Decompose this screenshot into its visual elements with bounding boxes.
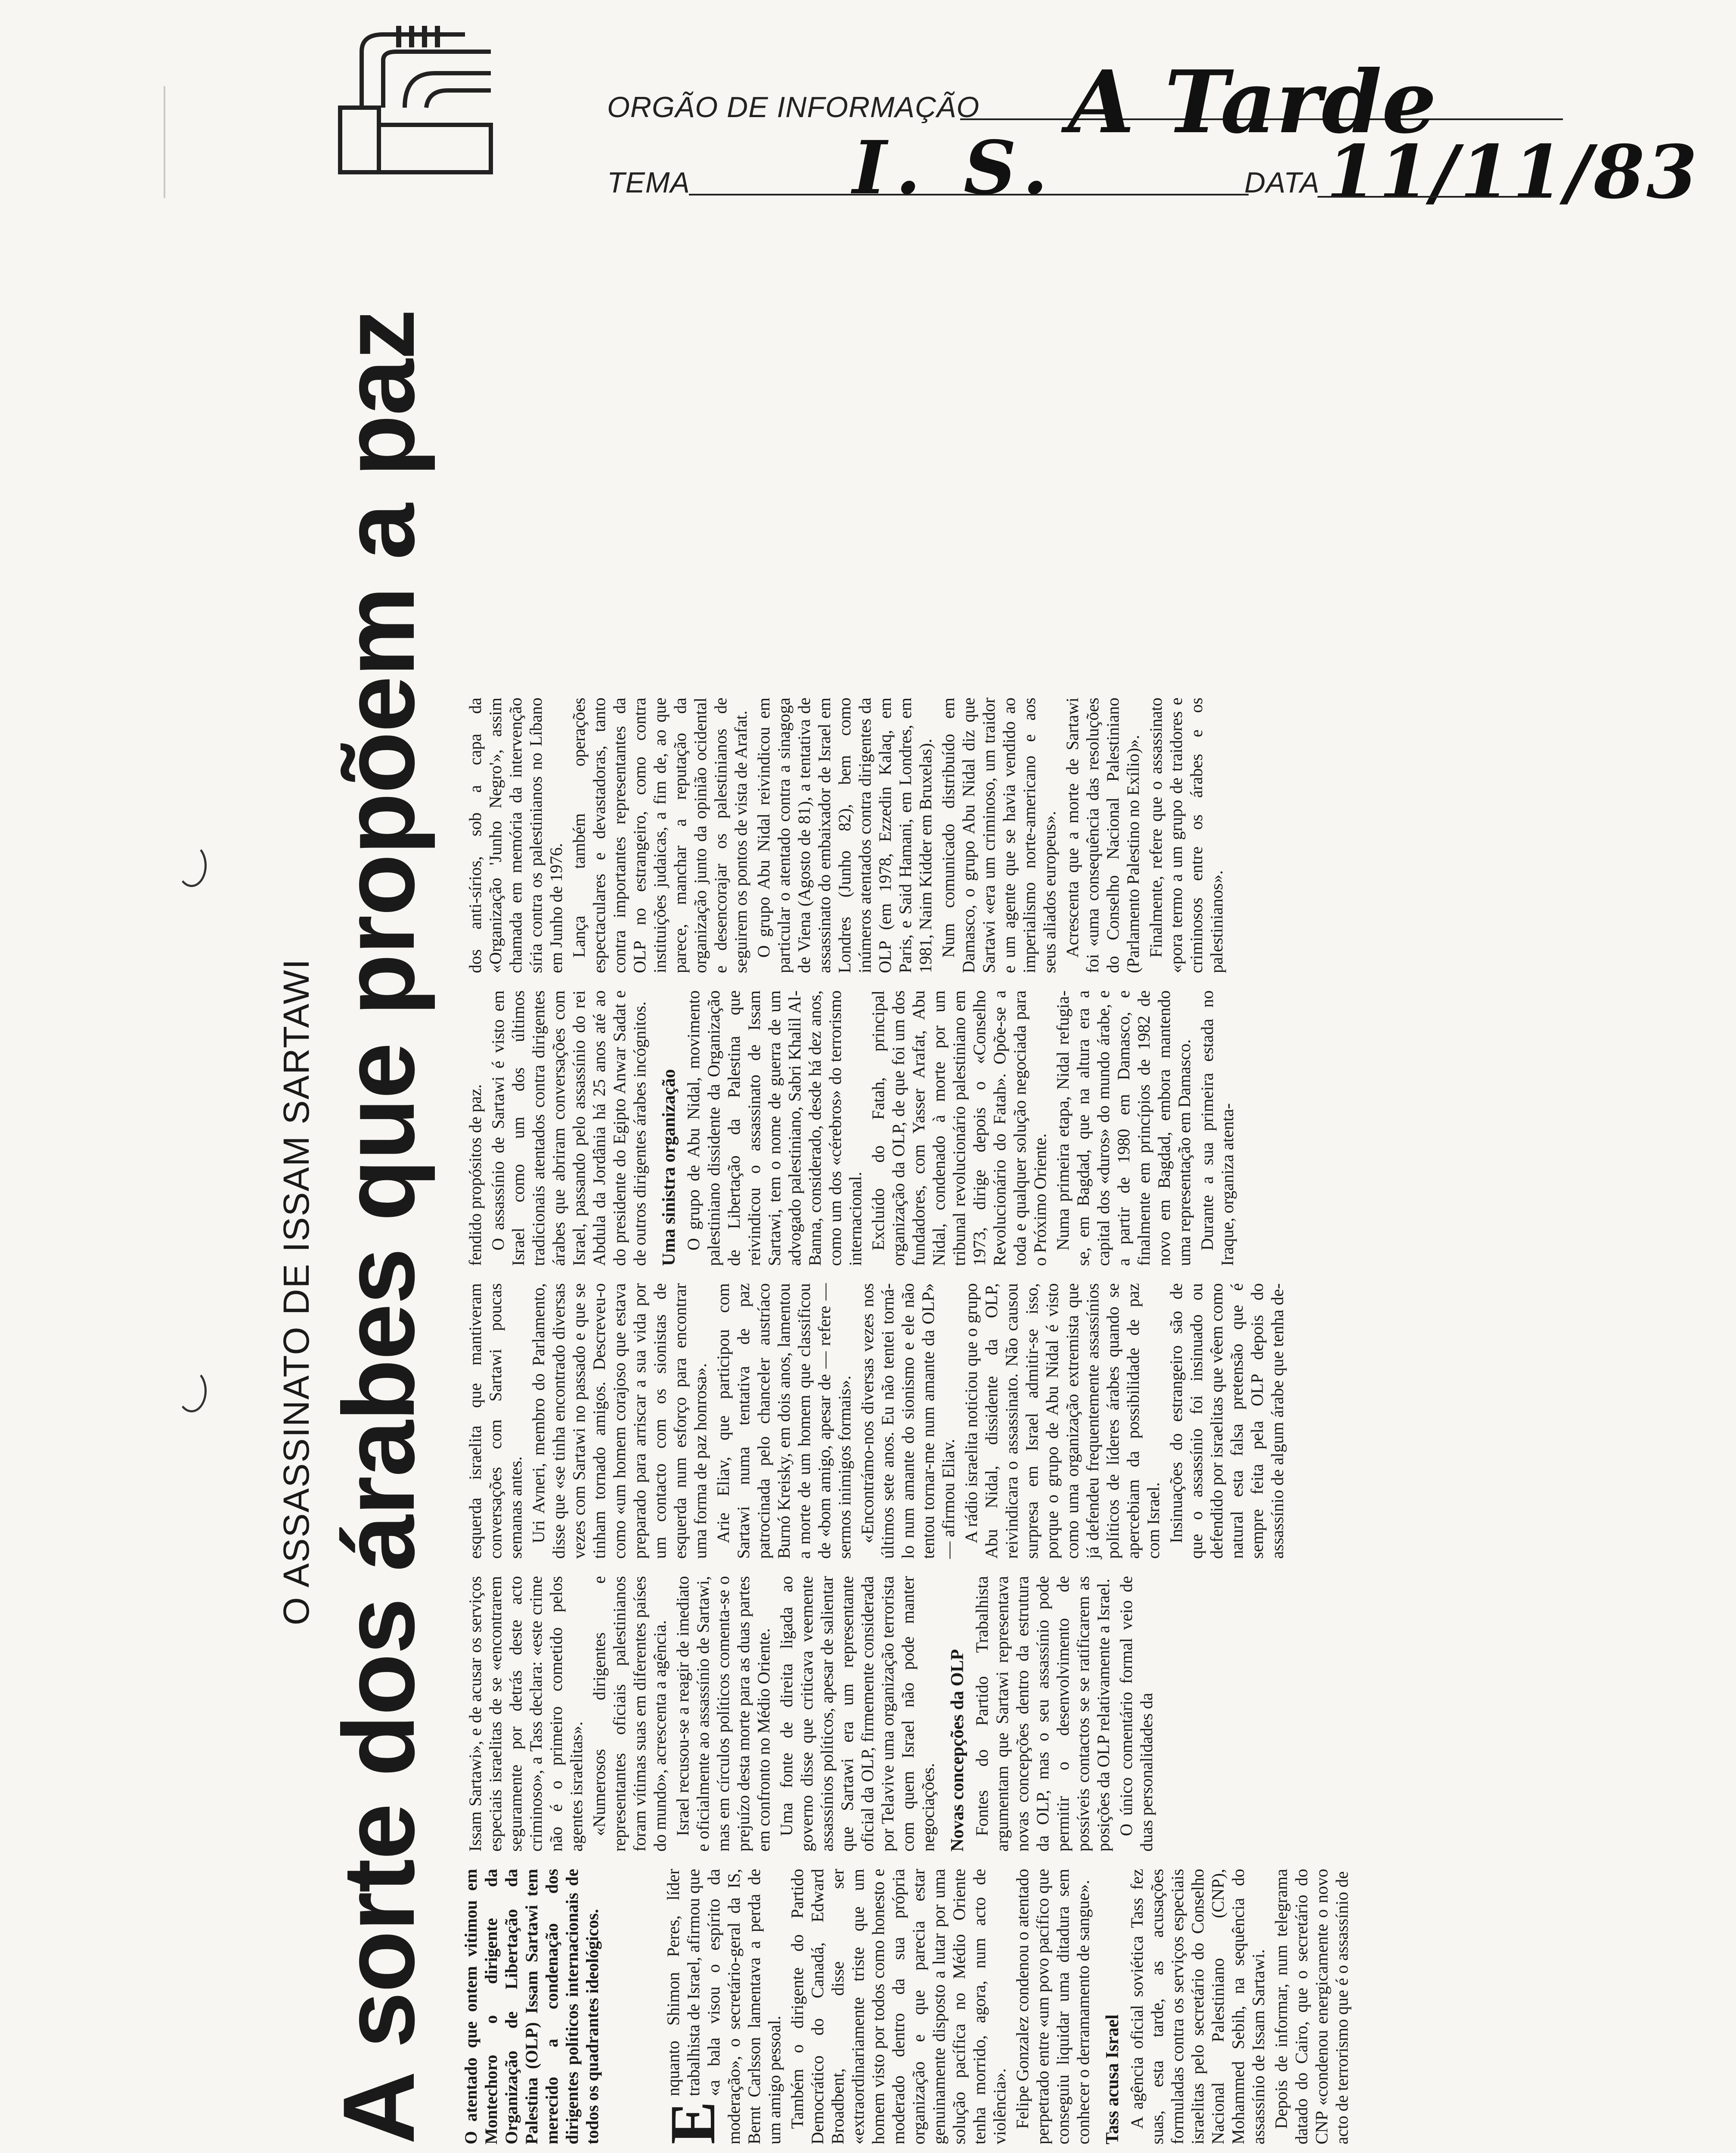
paragraph: Uri Avneri, membro do Parlamento, disse que «se tinha encontrado diversas vezes com Sartawi no passado e que se tinham tornado amigos. Descreveu-o como «um homem corajoso que estava preparado para arriscar a sua vida por um contacto com os sionistas de esquerda num esforço para encontrar uma forma de paz honrosa». bbox=[529, 1283, 710, 1559]
article-column-4 bbox=[465, 990, 1240, 1266]
paragraph: Numa primeira etapa, Nidal refugia-se, em Bagdad, que na altura era a capital dos «duros» do mundo árabe, e a partir de 1980 em Damasco, e finalmente em princípios de 1982 de novo em Bagdad, embora mantendo uma representação em Damasco. bbox=[1053, 990, 1194, 1266]
paragraph: nquanto Shimon Peres, líder trabalhista de Israel, afirmou que «a bala visou o espírito da moderação», o secretário-geral da IS, Bernt Carlsson lamentava a perda de um amigo pessoal. bbox=[663, 1869, 784, 2144]
tema-label: TEMA bbox=[607, 166, 690, 199]
article-column-2 bbox=[465, 1576, 1159, 1852]
orgao-value: A Tarde bbox=[1068, 52, 1437, 153]
paragraph: Excluído do Fatah, principal organização da OLP, de que foi um dos fundadores, com Yasser Arafat, Abu Nidal, condenado à morte por um tribunal revolucionário palestiniano em 1973, dirige depois o «Conselho Revolucionário do Fatah». Opõe-se a toda e qualquer solução negociada para o Próximo Oriente. bbox=[868, 990, 1050, 1266]
paragraph: fendido propósitos de paz. bbox=[465, 1084, 485, 1266]
binder-hole-mark bbox=[177, 844, 207, 887]
paragraph: Felipe Gonzalez condenou o atentado perpetrado entre «um povo pacífico que conseguiu liquidar uma ditadura sem conhecer o derramamento de sangue». bbox=[1013, 1869, 1093, 2144]
paragraph: «Encontrámo-nos diversas vezes nos últimos sete anos. Eu não tentei torná-lo num amante do sionismo e ele não tentou tornar-me num amante da OLP» — afirmou Eliav. bbox=[858, 1283, 958, 1559]
paragraph: A rádio israelita noticiou que o grupo Abu Nidal, dissidente da OLP, reivindicara o assassinato. Não causou surpresa em Israel admitir-se isso, porque o grupo de Abu Nidal é visto como uma organização extremista que já defendeu frequentemente assassínios políticos de líderes árabes quando se apercebiam da possibilidade de paz com Israel. bbox=[961, 1283, 1163, 1559]
paragraph: Israel recusou-se a reagir de imediato e oficialmente ao assassínio de Sartawi, mas em círculos políticos comenta-se o prejuízo desta morte para as duas partes em confronto no Médio Oriente. bbox=[673, 1576, 773, 1852]
subheading-novas: Novas concepções da OLP bbox=[948, 1649, 967, 1852]
paragraph: dos anti-sírios, sob a capa da «Organização 'Junho Negro'», assim chamada em memória da intervenção síria contra os palestinianos no Líbano em Junho de 1976. bbox=[465, 698, 566, 973]
tema-value: I. S. bbox=[852, 125, 1057, 211]
paragraph: Issam Sartawi», e de acusar os serviços especiais israelitas de se «encontrarem seguramente por detrás deste acto criminoso», a Tass declara: «este crime não é o primeiro cometido pelos agentes israelitas». bbox=[465, 1576, 586, 1852]
paragraph: Insinuações do estrangeiro são de que o assassínio foi insinuado ou defendido por israelitas que vêem como natural esta falsa pretensão que é sempre feita pela OLP depois do assassínio de algum árabe que tenha de- bbox=[1166, 1283, 1287, 1559]
newspaper-article bbox=[276, 310, 1417, 2144]
binder-hole-mark bbox=[177, 1369, 207, 1412]
article-column-3 bbox=[465, 1283, 1290, 1559]
paragraph: Arie Eliav, que participou com Sartawi numa tentativa de paz patrocinada pelo chanceler austríaco Burnó Kreisky, em dois anos, lamentou a morte de um homem que classificou de «bom amigo, apesar de — refere — sermos inimigos formais». bbox=[713, 1283, 854, 1559]
data-underline bbox=[1318, 196, 1541, 198]
paragraph: «Numerosos dirigentes e representantes oficiais palestinianos foram vítimas suas em diferentes países do mundo», acrescenta a agência. bbox=[589, 1576, 670, 1852]
article-column-1 bbox=[657, 1869, 1355, 2144]
paragraph: esquerda israelita que mantiveram conversações com Sartawi poucas semanas antes. bbox=[465, 1283, 525, 1559]
paragraph: O assassínio de Sartawi é visto em Israel como um dos últimos tradicionais atentados contra dirigentes árabes que abriram conversações com Israel, passando pelo assassínio do rei Abdula da Jordânia há 25 anos até ao do presidente do Egipto Anwar Sadat e de outros dirigentes árabes incógnitos. bbox=[488, 990, 649, 1266]
paragraph: Durante a sua primeira estada no Iraque, organiza atenta- bbox=[1197, 990, 1237, 1266]
drop-cap: E bbox=[657, 2101, 728, 2144]
article-column-5 bbox=[465, 698, 1229, 973]
subheading-sinistra: Uma sinistra organização bbox=[659, 1069, 679, 1266]
paragraph: Finalmente, refere que o assassinato «pora termo a um grupo de traidores e criminosos entre os árabes e os palestinianos». bbox=[1146, 698, 1226, 973]
article-headline: A sorte dos árabes que propõem a paz bbox=[322, 310, 436, 2144]
paragraph: Num comunicado distribuído em Damasco, o grupo Abu Nidal diz que Sartawi «era um criminoso, um traidor e um agente que se havia vendido ao imperialismo norte-americano e aos seus aliados europeus». bbox=[939, 698, 1059, 973]
paragraph: Fontes do Partido Trabalhista argumentam que Sartawi representava novas concepções dentro da estrutura da OLP, mas o seu assassínio pode permitir o desenvolvimento de possíveis contactos se se ratificarem as posições da OLP relativamente a Israel. bbox=[972, 1576, 1113, 1852]
article-kicker: O ASSASSINATO DE ISSAM SARTAWI bbox=[276, 958, 316, 1626]
archive-logo-icon bbox=[336, 26, 499, 181]
paragraph: Também o dirigente do Partido Democrático do Canadá, Edward Broadbent, disse ser «extraordinariamente triste que um homem visto por todos como honesto e moderado dentro da sua própria organização e que parecia estar genuinamente disposto a lutar por uma solução pacífica no Médio Oriente tenha morrido, agora, num acto de violência». bbox=[787, 1869, 1009, 2144]
data-label: DATA bbox=[1244, 166, 1320, 199]
paragraph: O grupo Abu Nidal reivindicou em particular o atentado contra a sinagoga de Viena (Agosto de 81), a tentativa de assassinato do embaixador de Israel em Londres (Junho 82), bem como inúmeros atentados contra dirigentes da OLP (em 1978, Ezzedin Kalaq, em Paris, e Said Hamani, em Londres, em 1981, Naim Kidder em Bruxelas). bbox=[754, 698, 935, 973]
scan-artifact bbox=[164, 86, 165, 198]
subheading-tass: Tass acusa Israel bbox=[1103, 2014, 1122, 2144]
paragraph: Lança também operações espectaculares e devastadoras, tanto contra importantes representantes da OLP no estrangeiro, como contra instituições judaicas, a fim de, ao que parece, manchar a reputação da organização junto da opinião ocidental e desencorajar os palestinianos de seguirem os pontos de vista de Arafat. bbox=[569, 698, 750, 973]
paragraph: Depois de informar, num telegrama datado do Cairo, que o secretário do CNP «condenou energicamente o novo acto de terrorismo que é o assassínio de bbox=[1271, 1869, 1352, 2144]
paragraph: Acrescenta que a morte de Sartawi foi «uma consequência das resoluções do Conselho Nacional Palestiniano (Parlamento Palestino no Exílio)». bbox=[1063, 698, 1143, 973]
paragraph: O único comentário formal veio de duas personalidades da bbox=[1116, 1576, 1156, 1852]
data-value: 11/11/83 bbox=[1326, 129, 1699, 215]
article-lead: O atentado que ontem vitimou em Montechoro o dirigente da Organização de Libertação da Palestina (OLP) Issam Sartawi tem merecido a condenação dos dirigentes políticos internacionais de todos os quadrantes ideológicos. bbox=[461, 1869, 602, 2144]
orgao-label: ORGÃO DE INFORMAÇÃO bbox=[607, 91, 980, 124]
paragraph: A agência oficial soviética Tass fez suas, esta tarde, as acusações formuladas contra os serviços especiais israelitas pelo secretário do Conselho Nacional Palestiniano (CNP), Mohammed Sebih, na sequência do assassínio de Issam Sartawi. bbox=[1127, 1869, 1268, 2144]
paragraph: Uma fonte de direita ligada ao governo disse que criticava veemente assassínios políticos, apesar de salientar que Sartawi era um representante oficial da OLP, firmemente considerada por Telavive uma organização terrorista com quem Israel não pode manter negociações. bbox=[777, 1576, 938, 1852]
paragraph: O grupo de Abu Nidal, movimento palestiniano dissidente da Organização de Libertação da Palestina que reivindicou o assassinato de Issam Sartawi, tem o nome de guerra de um advogado palestiniano, Sabri Khalil Al-Banna, considerado, desde há dez anos, como um dos «cérebros» do terrorismo internacional. bbox=[684, 990, 865, 1266]
